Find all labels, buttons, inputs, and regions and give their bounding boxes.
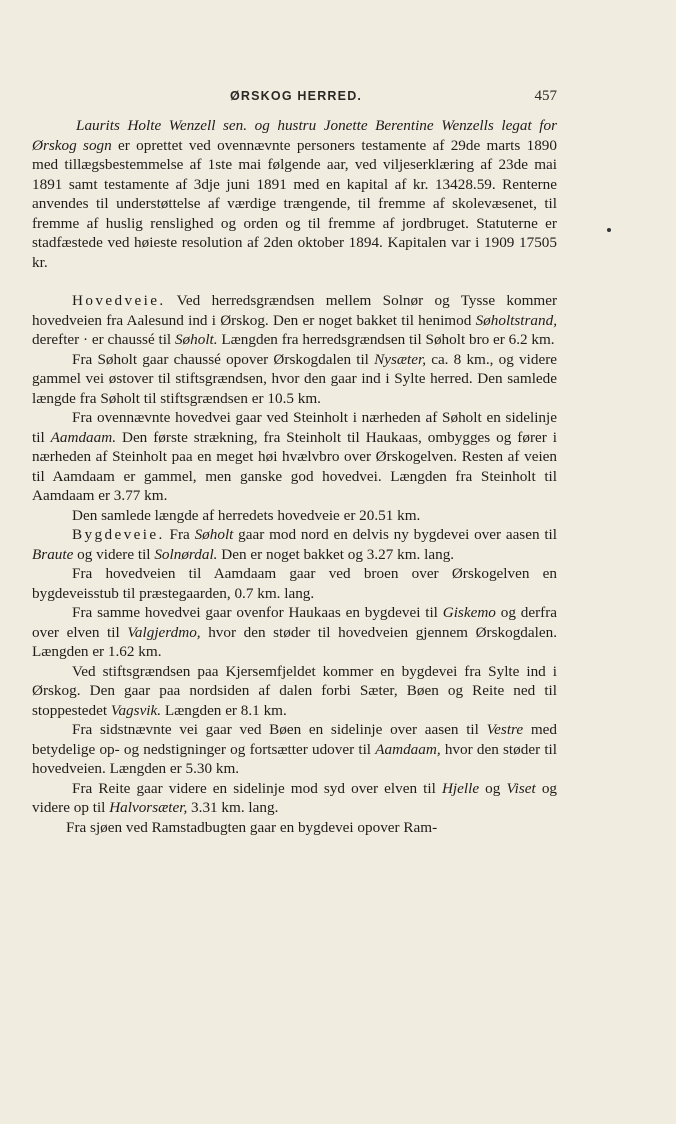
page — [32, 88, 557, 837]
paragraph-aamdaam: Fra ovennævnte hovedvei gaar ved Steinholt i nærheden af Søholt en sidelinje til Aamdaam. Den første strækning, fra Steinholt til Haukaas, ombygges og fører i nærheden af Steinholt paa en meget høi hvælvbro over Ørskogelven. Resten af veien til Aamdaam er gammel, men ganske god hovedvei. Længden fra Steinholt til Aamdaam er 3.77 km. — [32, 409, 557, 504]
body-text — [32, 116, 557, 837]
paragraph-total-length: Den samlede længde af herredets hovedveie er 20.51 km. — [72, 506, 421, 524]
section-heading-hovedveie: Hovedveie. — [72, 292, 166, 309]
paragraph-bygdeveie: Bygdeveie. Fra Søholt gaar mod nord en delvis ny bygdevei over aasen til Braute og videre til Solnørdal. Den er noget bakket og 3.27 km. lang. — [32, 526, 557, 563]
paragraph-giskemo: Fra samme hovedvei gaar ovenfor Haukaas en bygdevei til Giskemo og derfra over elven til Valgjerdmo, hvor den støder til hovedveien gjennem Ørskogdalen. Længden er 1.62 km. — [32, 604, 557, 660]
page-number: 457 — [534, 88, 557, 104]
paragraph-legat: Laurits Holte Wenzell sen. og hustru Jonette Berentine Wenzells legat for Ørskog sogn er oprettet ved ovennævnte personers testamente af 29de marts 1890 med tillægsbestemmelse af 1ste mai følgende aar, ved viljeserklæring af 23de mai 1891 samt testamente af 3dje juni 1891 med en kapital af kr. 13428.59. Renterne anvendes til understøttelse af værdige trængende, til fremme af skolevæsenet, til fremme af huslig renslighed og orden og til fremme af jordbruget. Statuterne er stadfæstede ved høieste resolution af 2den oktober 1894. Kapitalen var i 1909 17505 kr. — [32, 117, 557, 271]
paragraph-hjelle: Fra Reite gaar videre en sidelinje mod syd over elven til Hjelle og Viset og videre op til Halvorsæter, 3.31 km. lang. — [32, 779, 558, 816]
paragraph-vagsvik: Ved stiftsgrændsen paa Kjersemfjeldet kommer en bygdevei fra Sylte ind i Ørskog. Den gaar paa nordsiden af dalen forbi Sæter, Bøen og Reite ned til stoppestedet Vagsvik. Længden er 8.1 km. — [32, 662, 557, 719]
paragraph-vestre: Fra sidstnævnte vei gaar ved Bøen en sidelinje over aasen til Vestre med betydelige op- og nedstigninger og fortsætter udover til Aamdaam, hvor den støder til hovedveien. Længden er 5.30 km. — [32, 721, 557, 777]
paragraph-hovedveie: Hovedveie. Ved herredsgrændsen mellem Solnør og Tysse kommer hovedveien fra Aalesund ind i Ørskog. Den er noget bakket til henimod Søholtstrand, derefter · er chaussé til Søholt. Længden fra herredsgrændsen til Søholt bro er 6.2 km. — [32, 292, 557, 348]
header-title: ØRSKOG HERRED. — [230, 89, 363, 103]
section-heading-bygdeveie: Bygdeveie. — [72, 526, 165, 543]
paragraph-ramstadbugten: Fra sjøen ved Ramstadbugten gaar en bygdevei opover Ram- — [66, 818, 438, 836]
speck-mark — [607, 228, 611, 232]
legat-name: Laurits Holte Wenzell sen. og hustru Jonette Berentine Wenzells legat for Ørskog sogn — [32, 117, 557, 154]
paragraph-nysaeter: Fra Søholt gaar chaussé opover Ørskogdalen til Nysæter, ca. 8 km., og videre gammel vei østover til stiftsgrændsen, hvor den gaar ind i Sylte herred. Den samlede længde fra Søholt til stiftsgrændsen er 10.5 km. — [32, 350, 557, 407]
paragraph-praestegaarden: Fra hovedveien til Aamdaam gaar ved broen over Ørskogelven en bygdeveisstub til præstegaarden, 0.7 km. lang. — [32, 565, 557, 602]
running-header — [32, 88, 557, 116]
